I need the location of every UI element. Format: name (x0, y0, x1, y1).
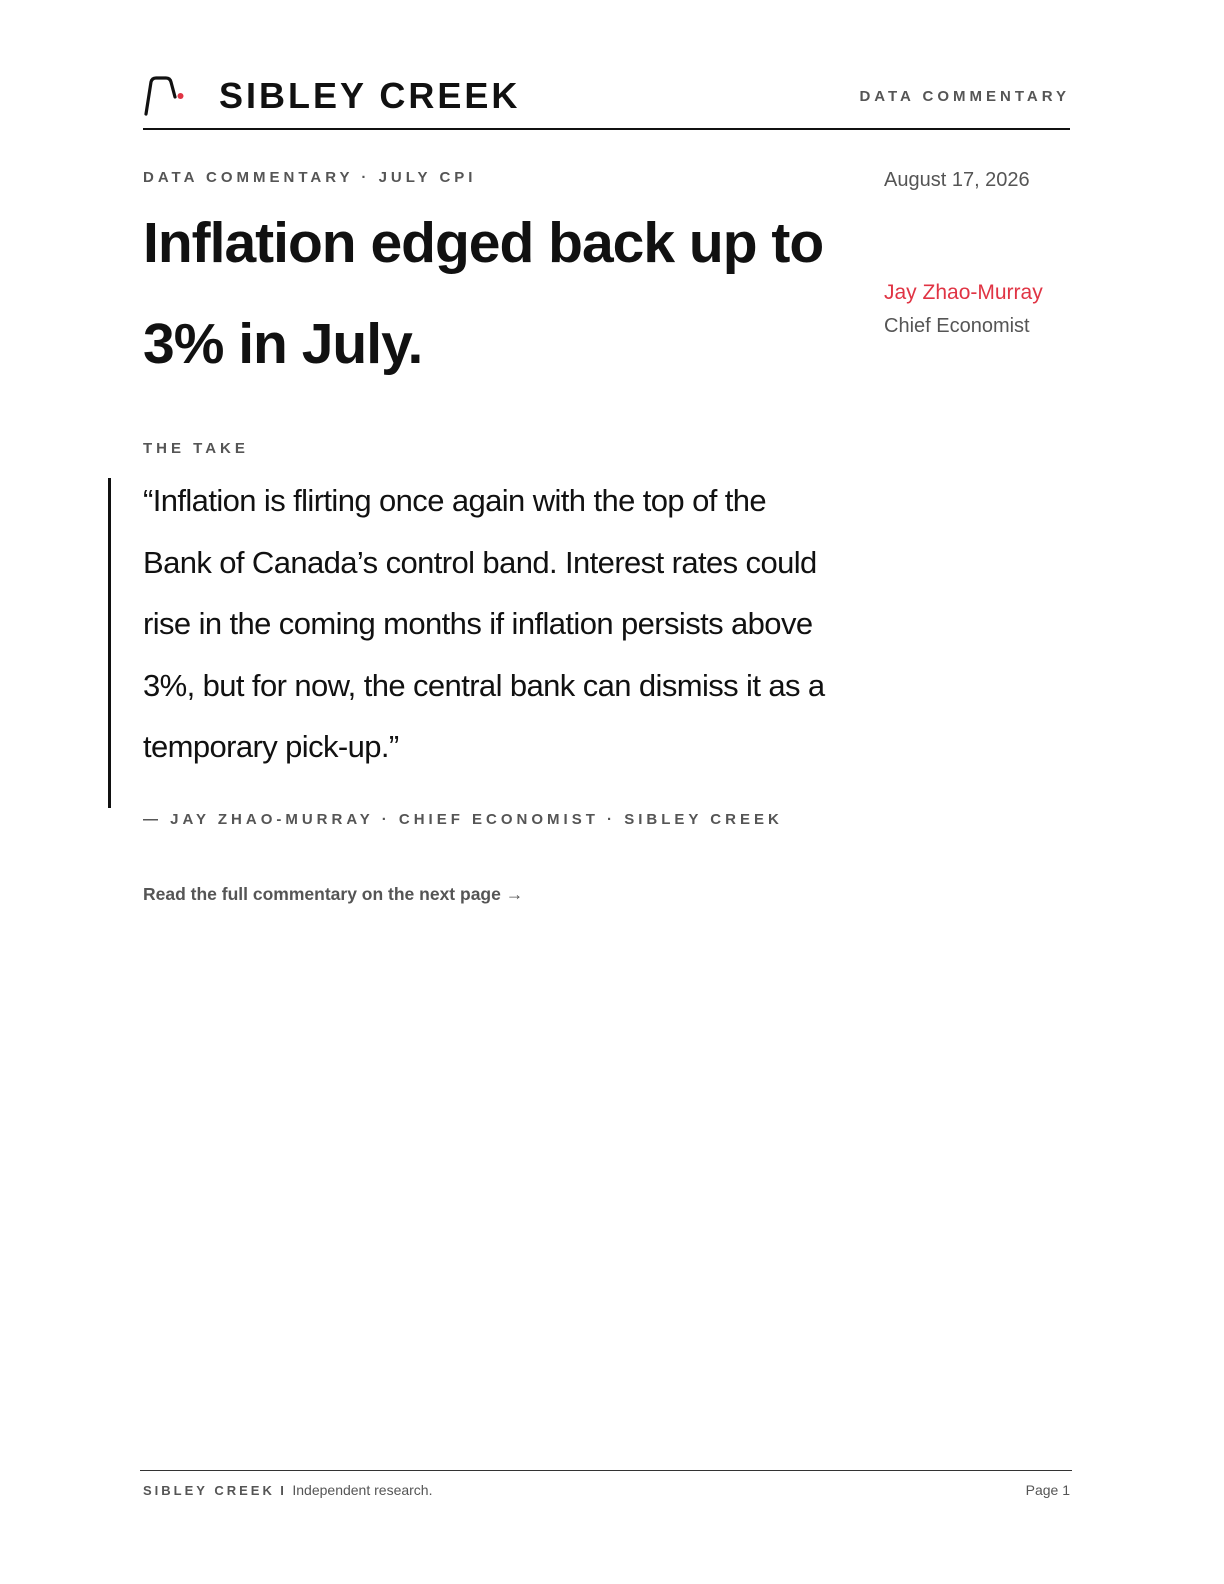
section-label: DATA COMMENTARY (859, 88, 1070, 105)
publish-date: August 17, 2026 (884, 169, 1030, 191)
footer-rule (140, 1470, 1072, 1471)
take-label: THE TAKE (143, 440, 249, 457)
footer-brand: SIBLEY CREEK (143, 1483, 275, 1498)
brand-name: SIBLEY CREEK (219, 75, 521, 116)
page-title: Inflation edged back up to 3% in July. (143, 211, 824, 376)
page-number: Page 1 (1025, 1482, 1070, 1498)
pull-quote: “Inflation is flirting once again with the top of the Bank of Canada’s control band. Interest rates could rise in the coming months if inflation persists above 3%, but for now, the central bank can dismiss it as a temporary pick-up.” (143, 483, 825, 764)
footer-separator: I (280, 1483, 284, 1498)
footer-tagline: Independent research. (292, 1482, 433, 1498)
author-title: Chief Economist (884, 315, 1030, 337)
masthead (143, 72, 1070, 130)
quote-rule (108, 478, 111, 808)
article-kicker: DATA COMMENTARY · JULY CPI (143, 169, 477, 186)
quote-attribution: — JAY ZHAO-MURRAY · CHIEF ECONOMIST · SIBLEY CREEK (143, 811, 783, 828)
logo-icon (143, 76, 187, 116)
author-name: Jay Zhao-Murray (884, 281, 1043, 304)
footer-left (143, 1481, 432, 1500)
next-page-link[interactable]: Read the full commentary on the next page → (143, 884, 524, 904)
